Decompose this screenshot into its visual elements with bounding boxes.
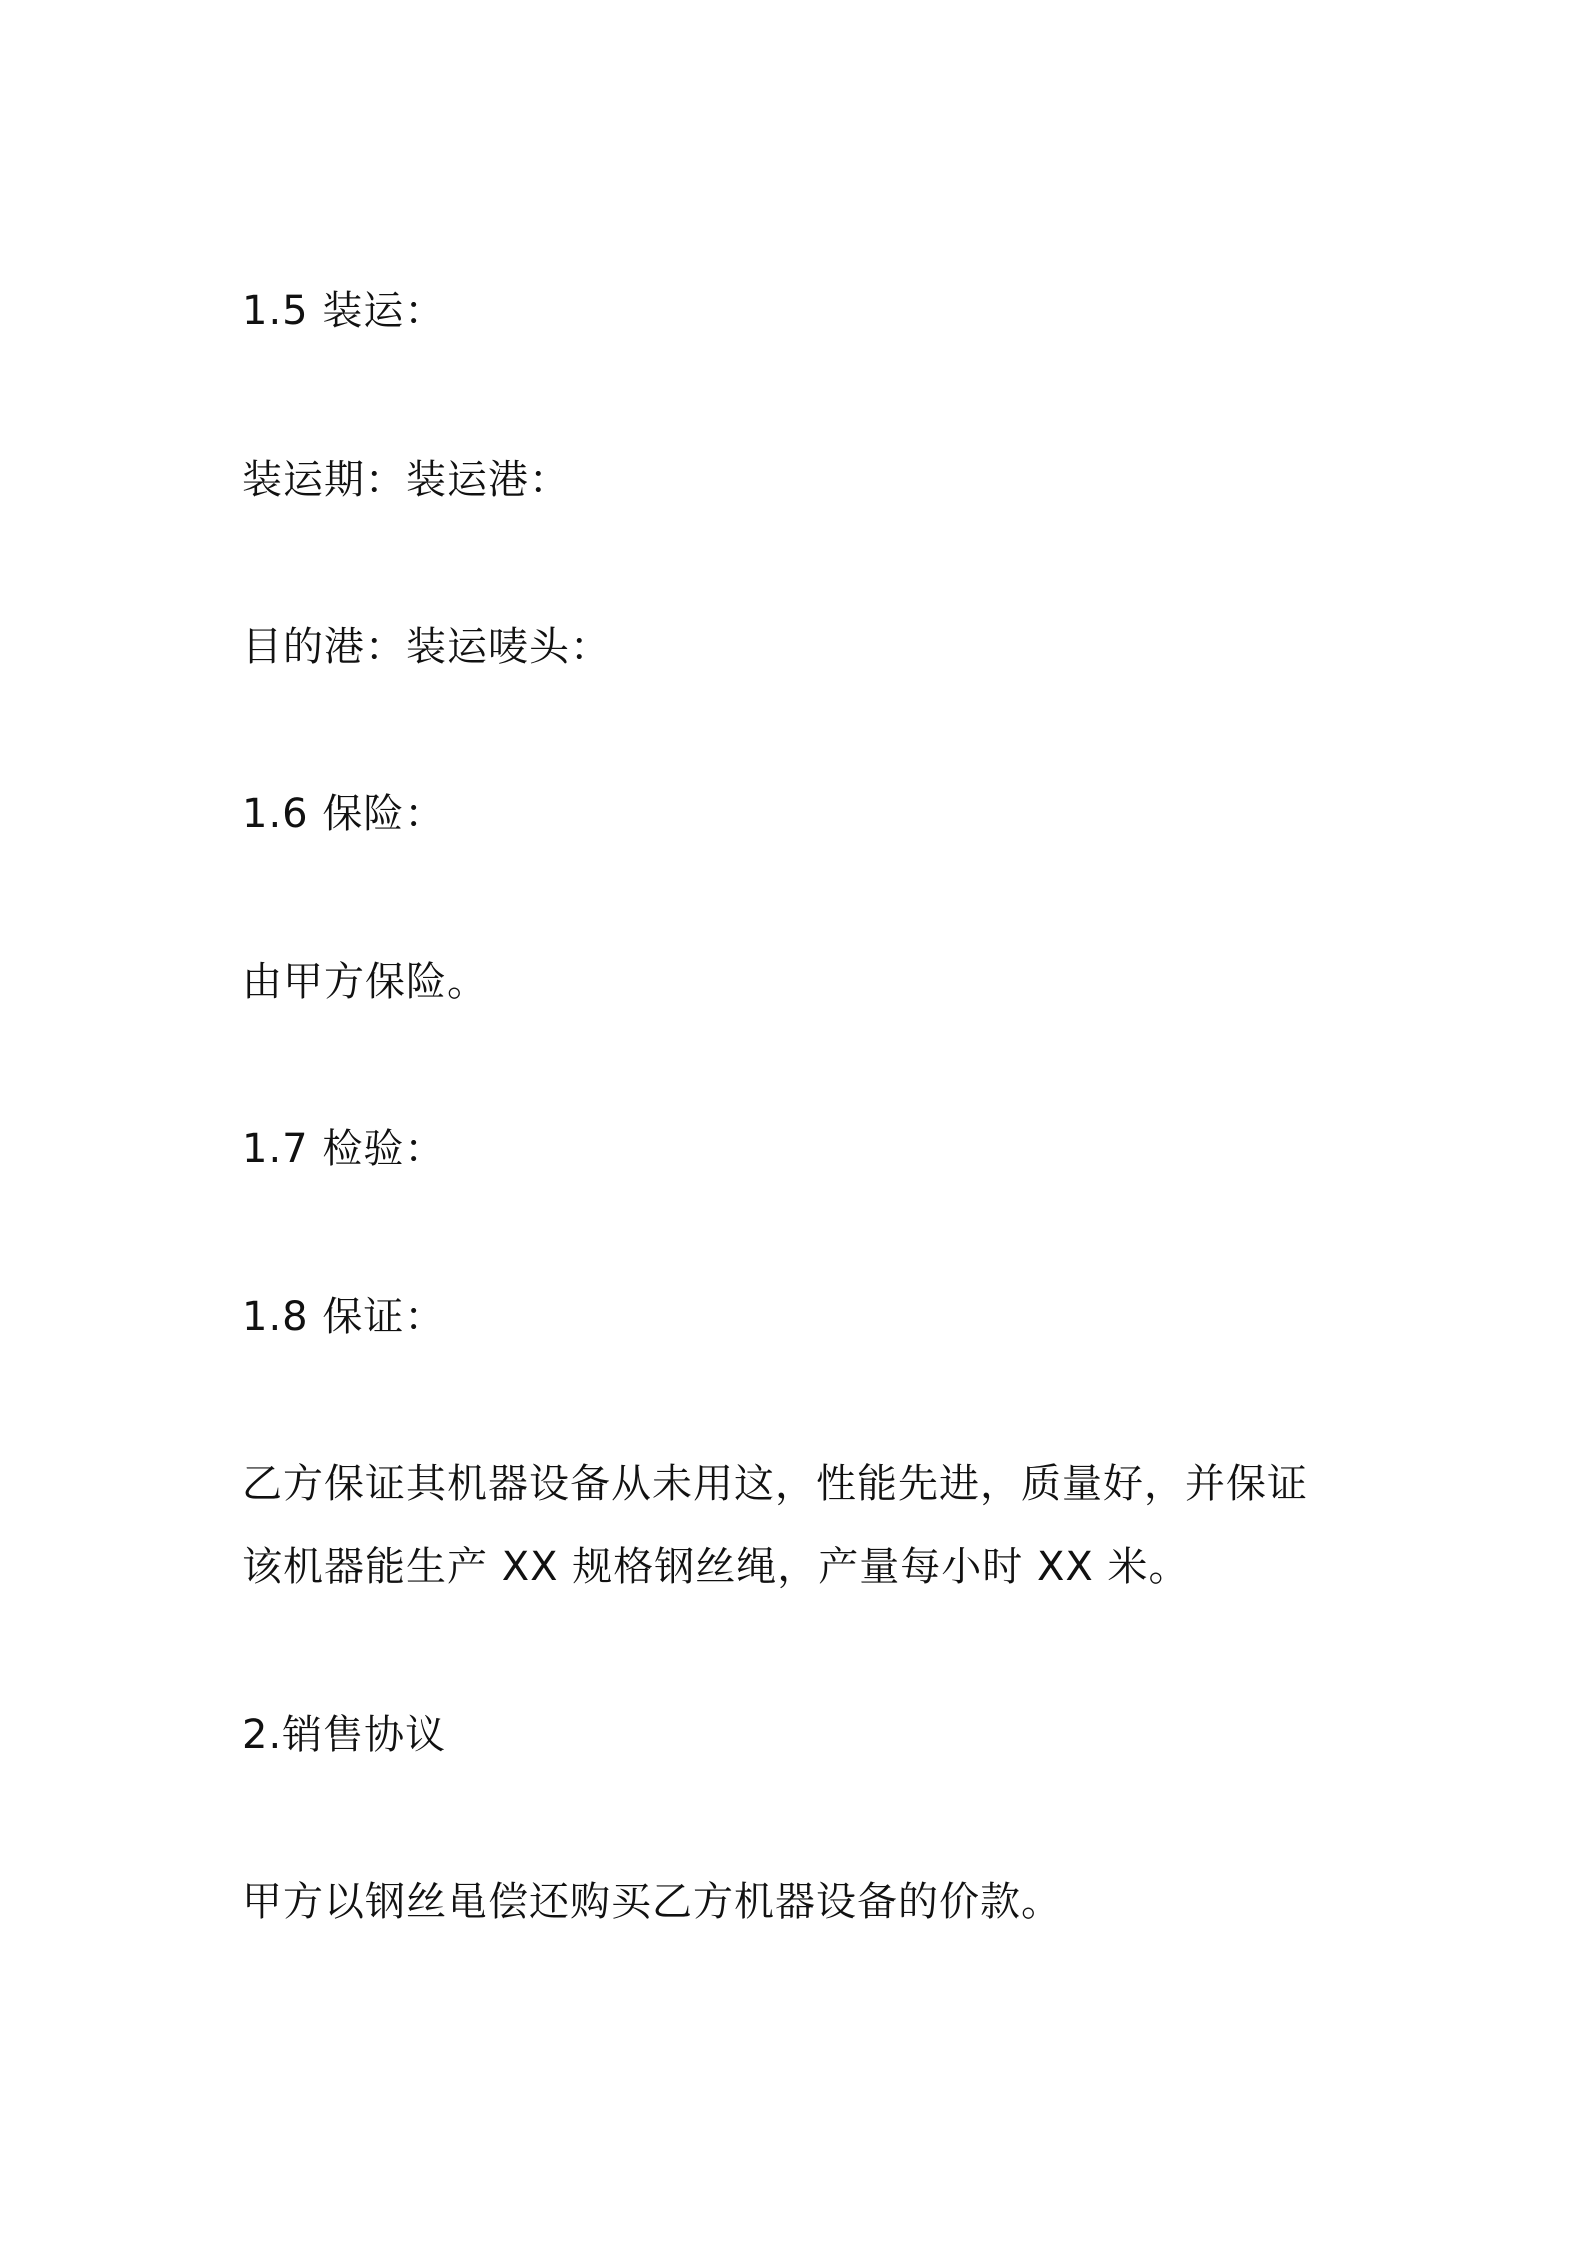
guarantee-paragraph-line-1: 乙方保证其机器设备从未用这，性能先进，质量好，并保证 (242, 1461, 1308, 1507)
section-heading-inspection: 1.7 检验： (242, 1126, 446, 1172)
sales-paragraph: 甲方以钢丝黾偿还购买乙方机器设备的价款。 (242, 1879, 1062, 1925)
destination-marks-line: 目的港：装运唛头： (242, 624, 611, 670)
insurance-paragraph: 由甲方保险。 (242, 959, 488, 1005)
section-heading-insurance: 1.6 保险： (242, 791, 446, 837)
section-heading-sales: 2.销售协议 (242, 1712, 447, 1758)
guarantee-paragraph-line-2: 该机器能生产 XX 规格钢丝绳，产量每小时 XX 米。 (242, 1544, 1190, 1590)
section-heading-shipment: 1.5 装运： (242, 288, 446, 334)
section-heading-guarantee: 1.8 保证： (242, 1294, 446, 1340)
shipment-period-port-line: 装运期：装运港： (242, 457, 570, 503)
